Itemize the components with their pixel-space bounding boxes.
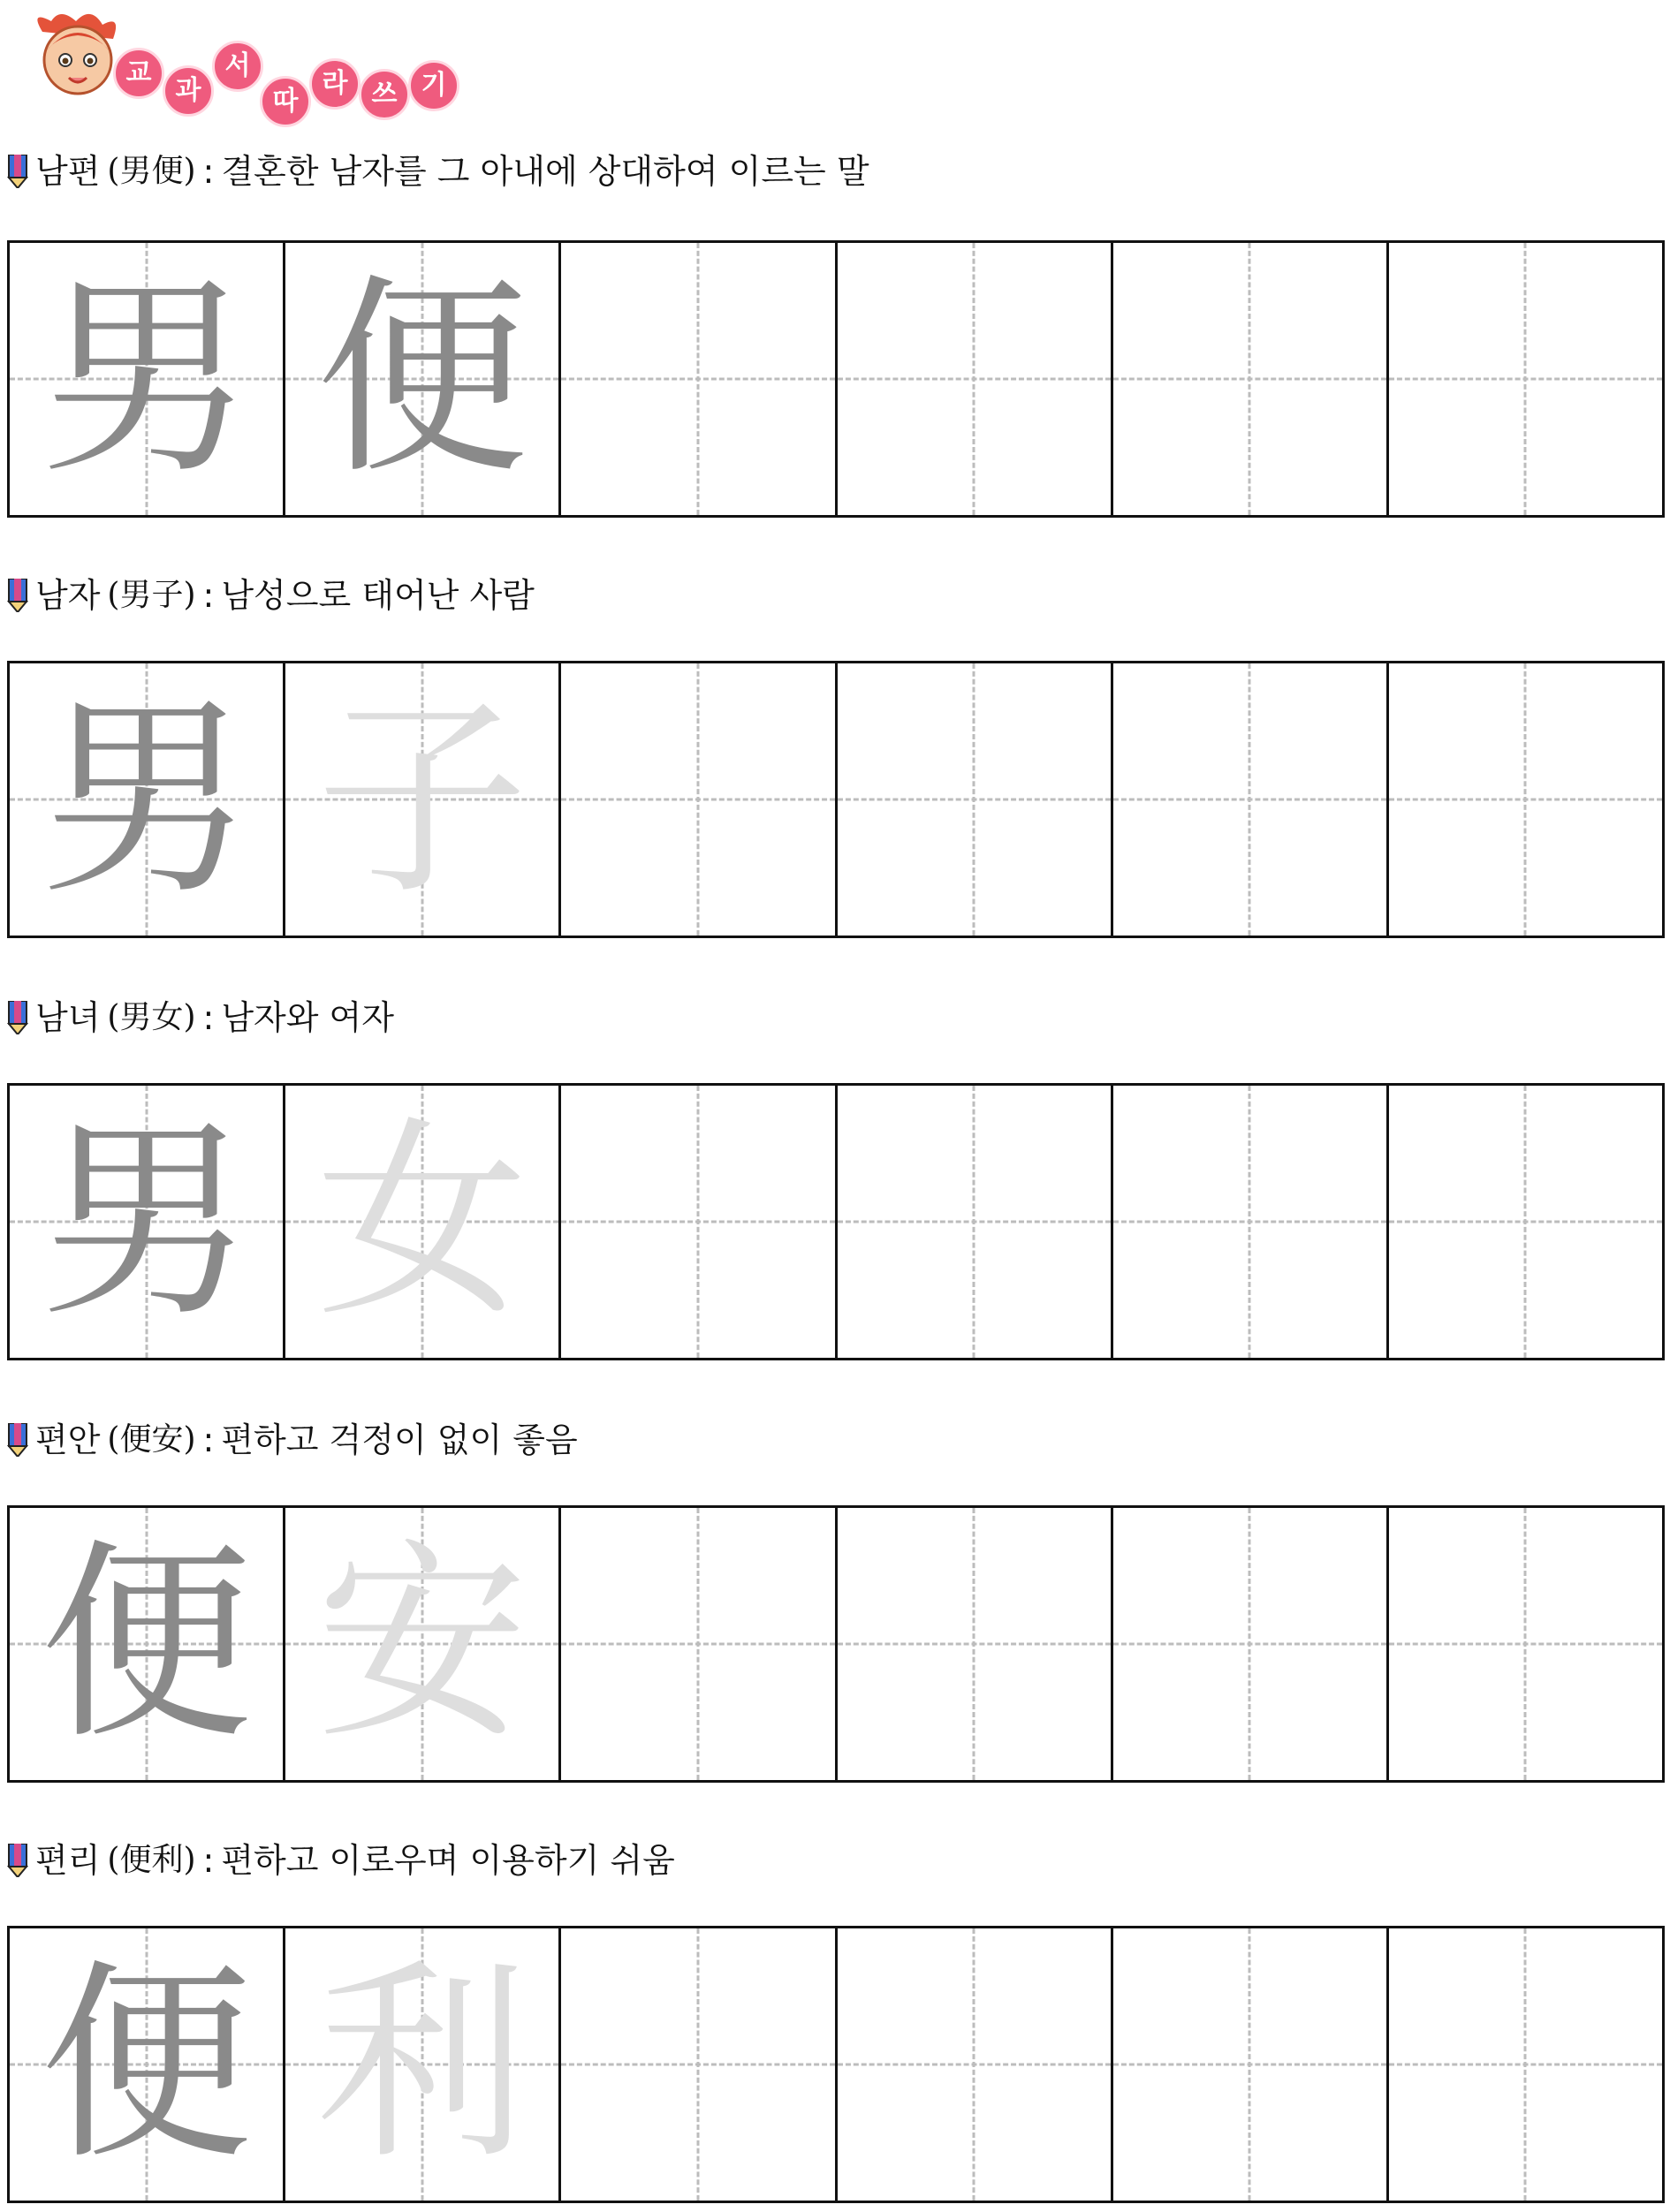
title-char-5: 라 [309,58,361,110]
practice-cell[interactable] [10,243,283,515]
practice-cell[interactable] [835,1508,1111,1780]
term-korean: 편리 [35,1841,101,1880]
pencil-icon [7,579,28,612]
separator: : [202,152,215,191]
model-hanja: 男 [40,1098,253,1345]
term-meaning: 결혼한 남자를 그 아내에 상대하여 이르는 말 [221,152,869,191]
practice-cell[interactable] [10,1086,283,1358]
model-hanja: 男 [40,255,253,503]
term-meaning: 남성으로 태어난 사람 [221,576,535,615]
title-char-6: 쓰 [359,69,410,120]
textbook-copy-logo [25,5,484,129]
term-korean: 남녀 [35,998,101,1037]
practice-grid [7,1926,1665,2203]
trace-hanja: 女 [315,1098,528,1345]
section-heading [7,1419,578,1461]
term-hanja: (男子) [107,577,196,613]
pencil-icon [7,1001,28,1034]
term-meaning: 편하고 이로우며 이용하기 쉬움 [221,1841,675,1880]
pencil-icon [7,155,28,188]
section-heading [7,574,535,617]
practice-cell[interactable] [558,243,834,515]
term-korean: 남편 [35,152,101,191]
practice-cell[interactable] [283,663,558,936]
practice-cell[interactable] [1386,1928,1662,2201]
trace-hanja: 子 [315,676,528,923]
pencil-icon [7,1844,28,1877]
practice-cell[interactable] [835,1086,1111,1358]
practice-cell[interactable] [558,1508,834,1780]
title-char-2: 과 [163,65,214,117]
girl-mascot-icon [25,5,131,111]
title-char-4: 따 [260,76,311,127]
term-hanja: (便安) [107,1421,196,1458]
term-korean: 편안 [35,1420,101,1459]
practice-grid [7,240,1665,518]
title-char-3: 서 [212,41,263,92]
practice-cell[interactable] [1111,663,1386,936]
separator: : [202,576,215,615]
section-heading [7,1839,675,1882]
practice-cell[interactable] [1111,1086,1386,1358]
practice-cell[interactable] [558,1086,834,1358]
practice-cell[interactable] [10,1508,283,1780]
practice-grid [7,1083,1665,1360]
model-hanja: 便 [40,1941,253,2188]
practice-cell[interactable] [1386,243,1662,515]
practice-cell[interactable] [283,1086,558,1358]
model-hanja: 便 [315,255,528,503]
separator: : [202,1420,215,1459]
section-heading [7,996,394,1039]
term-hanja: (便利) [107,1842,196,1878]
practice-cell[interactable] [1386,1086,1662,1358]
title-char-7: 기 [408,60,459,111]
section-heading [7,150,869,193]
practice-grid [7,1505,1665,1783]
practice-cell[interactable] [283,1928,558,2201]
practice-cell[interactable] [283,1508,558,1780]
practice-cell[interactable] [1386,663,1662,936]
title-char-1: 교 [113,48,164,99]
practice-grid [7,661,1665,938]
practice-cell[interactable] [835,243,1111,515]
practice-cell[interactable] [10,663,283,936]
practice-cell[interactable] [558,663,834,936]
model-hanja: 便 [40,1520,253,1768]
model-hanja: 男 [40,676,253,923]
pencil-icon [7,1423,28,1457]
term-korean: 남자 [35,576,101,615]
term-meaning: 편하고 걱정이 없이 좋음 [221,1420,578,1459]
practice-cell[interactable] [835,663,1111,936]
separator: : [202,998,215,1037]
practice-cell[interactable] [10,1928,283,2201]
term-hanja: (男便) [107,153,196,189]
practice-cell[interactable] [283,243,558,515]
practice-cell[interactable] [835,1928,1111,2201]
practice-cell[interactable] [558,1928,834,2201]
separator: : [202,1841,215,1880]
term-hanja: (男女) [107,999,196,1035]
term-meaning: 남자와 여자 [221,998,394,1037]
trace-hanja: 利 [315,1941,528,2188]
practice-cell[interactable] [1111,1928,1386,2201]
practice-cell[interactable] [1111,243,1386,515]
practice-cell[interactable] [1111,1508,1386,1780]
practice-cell[interactable] [1386,1508,1662,1780]
trace-hanja: 安 [315,1520,528,1768]
